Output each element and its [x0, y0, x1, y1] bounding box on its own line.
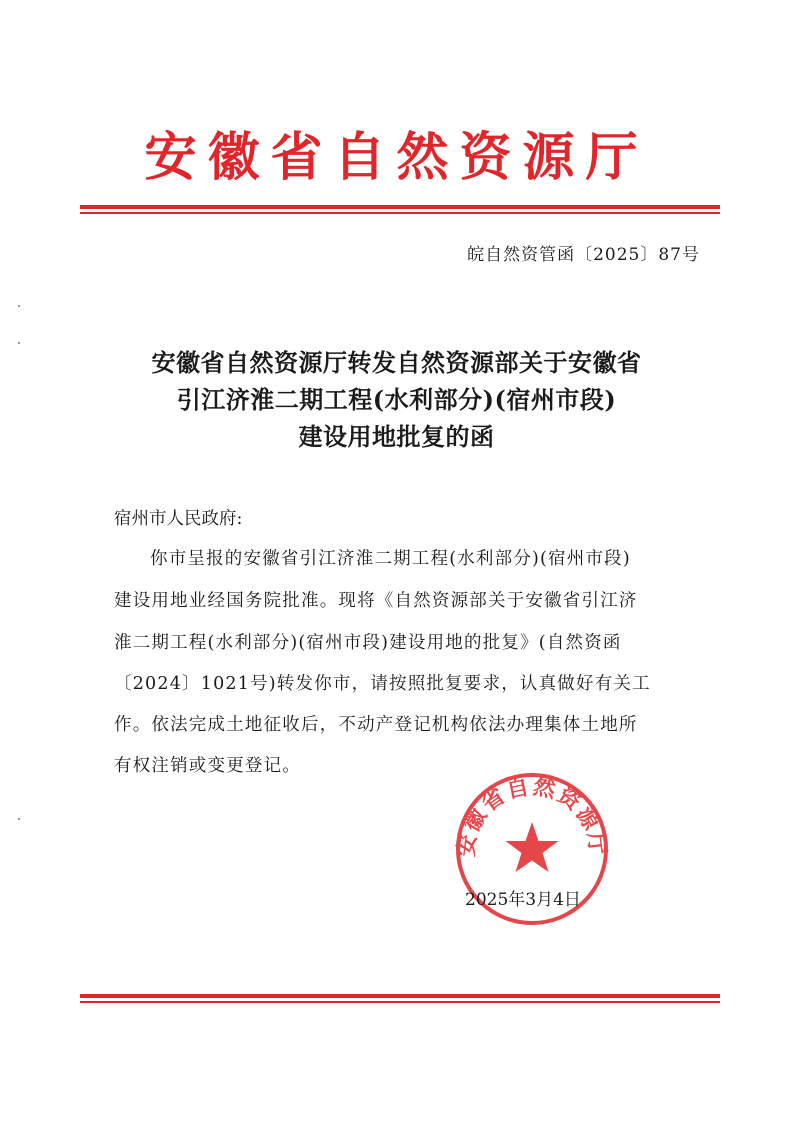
body-line: 〔2024〕1021号)转发你市，请按照批复要求，认真做好有关工: [114, 674, 651, 694]
title-line: 引江济淮二期工程(水利部分)(宿州市段): [176, 385, 617, 414]
seal-text: 安徽省自然资源厅: [453, 773, 611, 859]
footer-rule-thick: [80, 994, 720, 998]
scan-mark: [18, 305, 20, 307]
issue-date: 2025年3月4日: [465, 890, 581, 910]
body-line: 淮二期工程(水利部分)(宿州市段)建设用地的批复》(自然资函: [114, 633, 622, 653]
body-line: 建设用地业经国务院批准。现将《自然资源部关于安徽省引江济: [114, 591, 638, 611]
letterhead-title: 安徽省自然资源厅: [144, 127, 649, 188]
document-number: 皖自然资管函〔2025〕87号: [467, 245, 700, 265]
scan-mark: [18, 342, 20, 344]
title-line: 建设用地批复的函: [298, 422, 495, 451]
footer-rule-thin: [80, 1001, 720, 1003]
body-line: 有权注销或变更登记。: [114, 756, 301, 776]
title-line: 安徽省自然资源厅转发自然资源部关于安徽省: [151, 348, 642, 377]
star-icon: [506, 822, 559, 872]
letterhead-rule-thin: [80, 212, 720, 214]
body-line: 你市呈报的安徽省引江济淮二期工程(水利部分)(宿州市段): [150, 549, 631, 569]
scan-mark: [18, 818, 20, 820]
recipient: 宿州市人民政府:: [114, 509, 243, 529]
document-title: [0, 344, 793, 455]
letterhead-rule-thick: [80, 205, 720, 209]
body-line: 作。依法完成土地征收后，不动产登记机构依法办理集体土地所: [114, 715, 638, 735]
